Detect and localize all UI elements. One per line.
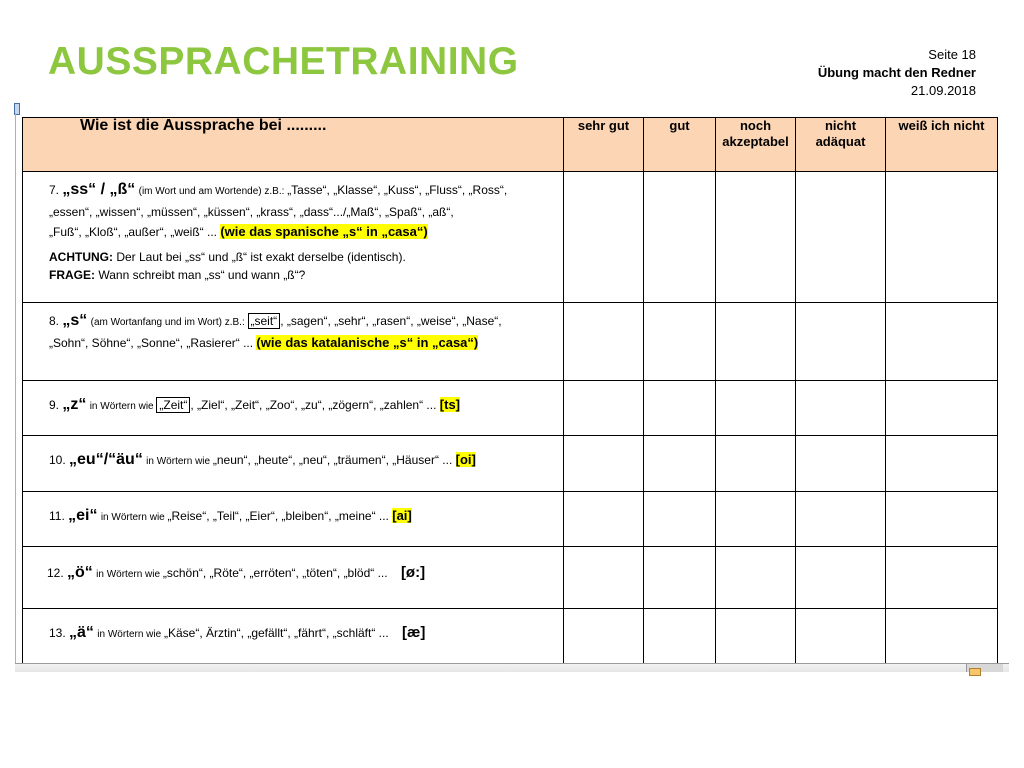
row-note: in Wörtern wie bbox=[97, 629, 164, 640]
header-noch-akzeptabel bbox=[716, 118, 796, 172]
row-number: 12. bbox=[47, 566, 64, 580]
slide-date: 21.09.2018 bbox=[910, 83, 976, 98]
rating-cell[interactable] bbox=[564, 303, 644, 381]
page-number: Seite 18 bbox=[928, 47, 976, 62]
slide-title: AUSSPRACHETRAINING bbox=[48, 40, 519, 83]
highlight-hint: (wie das spanische „s“ in „casa“) bbox=[220, 224, 428, 239]
rating-cell[interactable] bbox=[644, 436, 716, 492]
row-number: 10. bbox=[49, 453, 66, 467]
question-cell-8 bbox=[23, 303, 564, 381]
rating-cell[interactable] bbox=[644, 172, 716, 303]
header-question: Wie ist die Aussprache bei ......... bbox=[23, 118, 564, 172]
question-cell-11 bbox=[23, 492, 564, 547]
rating-cell[interactable] bbox=[796, 381, 886, 436]
frage-label: FRAGE: bbox=[49, 268, 99, 282]
header-adaequat: adäquat bbox=[815, 134, 866, 149]
highlight-hint: [oi] bbox=[455, 452, 476, 467]
rating-cell[interactable] bbox=[716, 547, 796, 609]
sound-symbol: „ei“ bbox=[68, 507, 98, 524]
row-note: in Wörtern wie bbox=[100, 512, 168, 523]
rating-cell[interactable] bbox=[886, 436, 998, 492]
slide-subtitle: Übung macht den Redner bbox=[817, 65, 976, 80]
question-cell-7 bbox=[23, 172, 564, 303]
question-cell-12 bbox=[23, 547, 564, 609]
row-note: in Wörtern wie bbox=[96, 569, 163, 580]
row-note: (im Wort und am Wortende) z.B.: bbox=[138, 186, 288, 197]
rating-cell[interactable] bbox=[716, 172, 796, 303]
rating-cell[interactable] bbox=[886, 303, 998, 381]
table-row bbox=[23, 609, 998, 664]
row-number: 7. bbox=[49, 183, 60, 197]
row-number: 13. bbox=[49, 626, 66, 640]
sound-symbol: „eu“/“äu“ bbox=[69, 451, 143, 468]
row-number: 11. bbox=[49, 509, 65, 523]
rating-cell[interactable] bbox=[796, 172, 886, 303]
slide-meta bbox=[818, 46, 976, 100]
rating-cell[interactable] bbox=[644, 492, 716, 547]
sound-symbol: „z“ bbox=[62, 396, 87, 413]
example-words: , „Ziel“, „Zeit“, „Zoo“, „zu“, „zögern“, „zahlen“ ... bbox=[190, 398, 437, 412]
page-view-icon[interactable] bbox=[969, 668, 981, 676]
header-gut: gut bbox=[644, 118, 716, 172]
rating-cell[interactable] bbox=[886, 547, 998, 609]
example-words: „essen“, „wissen“, „müssen“, „küssen“, „krass“, „dass“.../„Maß“, „Spaß“, „aß“, bbox=[49, 205, 454, 219]
example-words: , „sagen“, „sehr“, „rasen“, „weise“, „Nase“, bbox=[280, 314, 502, 328]
table-row bbox=[23, 436, 998, 492]
rating-cell[interactable] bbox=[564, 381, 644, 436]
highlight-hint: (wie das katalanische „s“ in „casa“) bbox=[256, 335, 479, 350]
rating-cell[interactable] bbox=[796, 492, 886, 547]
view-controls[interactable] bbox=[966, 664, 1003, 672]
example-words: „Reise“, „Teil“, „Eier“, „bleiben“, „meine“ ... bbox=[167, 509, 393, 523]
header-akzeptabel: akzeptabel bbox=[722, 134, 789, 149]
rating-cell[interactable] bbox=[564, 436, 644, 492]
example-words: „Käse“, Ärztin“, „gefällt“, „fährt“, „schläft“ ... bbox=[163, 626, 389, 640]
rating-cell[interactable] bbox=[644, 303, 716, 381]
header-nicht-adaequat bbox=[796, 118, 886, 172]
rating-cell[interactable] bbox=[886, 492, 998, 547]
row-note: in Wörtern wie bbox=[146, 456, 213, 467]
sheet-tab-bar bbox=[15, 663, 1009, 672]
sound-symbol: „ö“ bbox=[67, 564, 93, 581]
example-words: „neun“, „heute“, „neu“, „träumen“, „Häuser“ ... bbox=[212, 453, 456, 467]
row-note: (am Wortanfang und im Wort) z.B.: bbox=[90, 317, 248, 328]
rating-cell[interactable] bbox=[716, 609, 796, 664]
rating-cell[interactable] bbox=[644, 609, 716, 664]
rating-cell[interactable] bbox=[644, 381, 716, 436]
spreadsheet-frame bbox=[15, 113, 1010, 663]
header-noch: noch bbox=[739, 118, 772, 133]
sound-symbol: „s“ bbox=[62, 312, 88, 329]
achtung-label: ACHTUNG: bbox=[49, 250, 117, 264]
rating-cell[interactable] bbox=[716, 492, 796, 547]
header-nicht: nicht bbox=[824, 118, 857, 133]
highlight-hint: [ai] bbox=[392, 508, 412, 523]
rating-cell[interactable] bbox=[886, 172, 998, 303]
sound-symbol: „ä“ bbox=[69, 624, 94, 641]
example-words: „schön“, „Röte“, „erröten“, „töten“, „blöd“ ... bbox=[162, 566, 388, 580]
rating-cell[interactable] bbox=[886, 609, 998, 664]
table-row bbox=[23, 492, 998, 547]
ipa-symbol: [æ] bbox=[402, 624, 426, 641]
row-number: 9. bbox=[49, 398, 60, 412]
rating-cell[interactable] bbox=[796, 303, 886, 381]
row-note: in Wörtern wie bbox=[89, 401, 157, 412]
table-row bbox=[23, 381, 998, 436]
rating-cell[interactable] bbox=[564, 547, 644, 609]
header-weiss-ich-nicht: weiß ich nicht bbox=[886, 118, 998, 172]
question-cell-9 bbox=[23, 381, 564, 436]
rating-cell[interactable] bbox=[716, 303, 796, 381]
rating-cell[interactable] bbox=[644, 547, 716, 609]
highlight-hint: [ts] bbox=[439, 397, 460, 412]
rating-cell[interactable] bbox=[796, 609, 886, 664]
rating-cell[interactable] bbox=[564, 172, 644, 303]
example-words: „Sohn“, Söhne“, „Sonne“, „Rasierer“ ... bbox=[49, 336, 257, 350]
rating-cell[interactable] bbox=[796, 547, 886, 609]
pronunciation-table bbox=[22, 117, 998, 663]
question-cell-13 bbox=[23, 609, 564, 664]
rating-cell[interactable] bbox=[796, 436, 886, 492]
example-words: „Tasse“, „Klasse“, „Kuss“, „Fluss“, „Ross“, bbox=[287, 183, 508, 197]
rating-cell[interactable] bbox=[886, 381, 998, 436]
row-number: 8. bbox=[49, 314, 60, 328]
rating-cell[interactable] bbox=[564, 492, 644, 547]
sound-symbol: „ss“ / „ß“ bbox=[62, 181, 136, 198]
rating-cell[interactable] bbox=[716, 436, 796, 492]
header-sehr-gut: sehr gut bbox=[564, 118, 644, 172]
question-cell-10 bbox=[23, 436, 564, 492]
ipa-symbol: [ø:] bbox=[400, 564, 426, 581]
rating-cell[interactable] bbox=[564, 609, 644, 664]
boxed-word: „Zeit“ bbox=[156, 397, 190, 413]
table-row bbox=[23, 303, 998, 381]
table-header-row bbox=[23, 118, 998, 172]
frage-text: Wann schreibt man „ss“ und wann „ß“? bbox=[98, 268, 306, 282]
boxed-word: „seit“ bbox=[248, 313, 281, 329]
table-row bbox=[23, 547, 998, 609]
table-row bbox=[23, 172, 998, 303]
achtung-text: Der Laut bei „ss“ und „ß“ ist exakt derselbe (identisch). bbox=[116, 250, 406, 264]
rating-cell[interactable] bbox=[716, 381, 796, 436]
example-words: „Fuß“, „Kloß“, „außer“, „weiß“ ... bbox=[49, 225, 221, 239]
